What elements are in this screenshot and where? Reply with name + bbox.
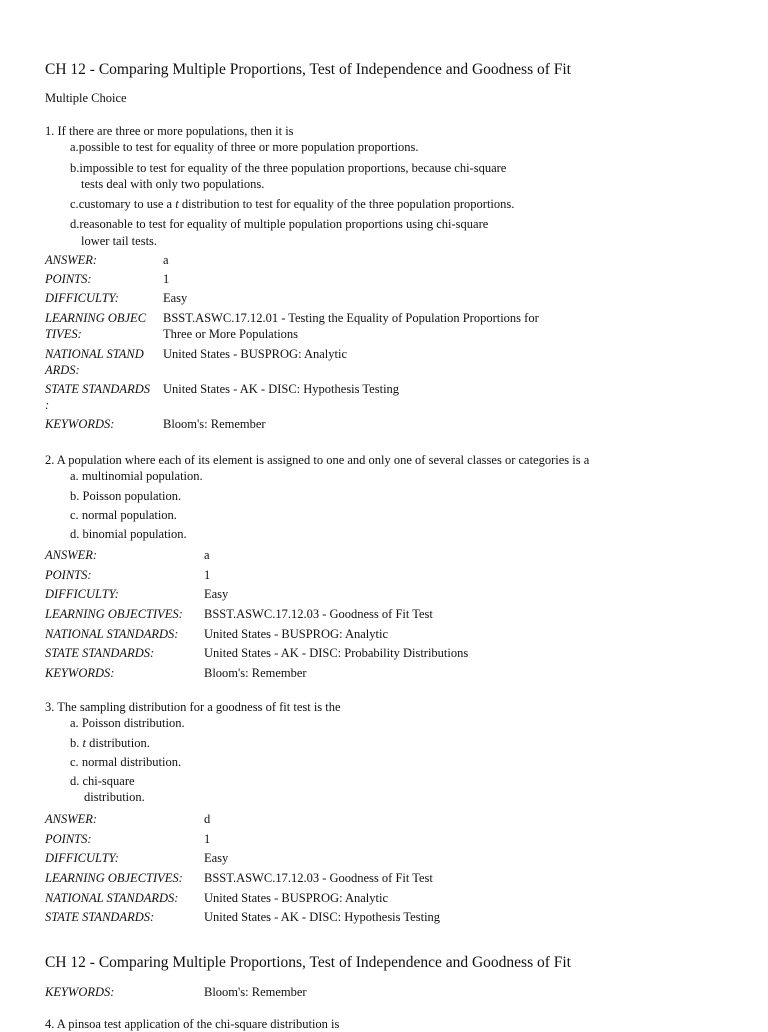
answer-options [70,139,735,249]
answer-options [70,715,735,805]
option-b: b. t distribution. [70,735,150,750]
option-a: a. multinomial population. [70,469,203,484]
question-stem: 3. The sampling distribution for a goodness of fit test is the [45,700,341,714]
chapter-title-repeat: CH 12 - Comparing Multiple Proportions, Test of Independence and Goodness of Fit [45,954,571,971]
question-stem: 2. A population where each of its element is assigned to one and only one of several classes or categories is a [45,453,590,467]
option-d: d.reasonable to test for equality of multiple population proportions using chi-square lower tail tests. [70,217,489,248]
option-d: d. chi-square distribution. [70,774,145,805]
option-a: a.possible to test for equality of three or more population proportions. [70,140,419,155]
question-4-stem-partial: 4. A pinsoa test application of the chi-square distribution is [45,1017,340,1031]
option-b: b. Poisson population. [70,488,182,503]
option-a: a. Poisson distribution. [70,716,185,731]
question-stem: 1. If there are three or more populations, then it is [45,124,294,138]
option-d: d. binomial population. [70,527,187,541]
option-c: c.customary to use a t distribution to test for equality of the three population proportions. [70,197,515,211]
option-b: b.impossible to test for equality of the three population proportions, because chi-square tests deal with only two populations. [70,160,507,191]
question-2 [45,452,735,542]
chapter-title: CH 12 - Comparing Multiple Proportions, Test of Independence and Goodness of Fit [45,61,571,78]
option-c: c. normal population. [70,507,177,522]
option-c: c. normal distribution. [70,754,182,769]
question-3 [45,699,735,806]
question-1 [45,123,735,249]
answer-options [70,468,735,542]
section-label: Multiple Choice [45,91,127,105]
